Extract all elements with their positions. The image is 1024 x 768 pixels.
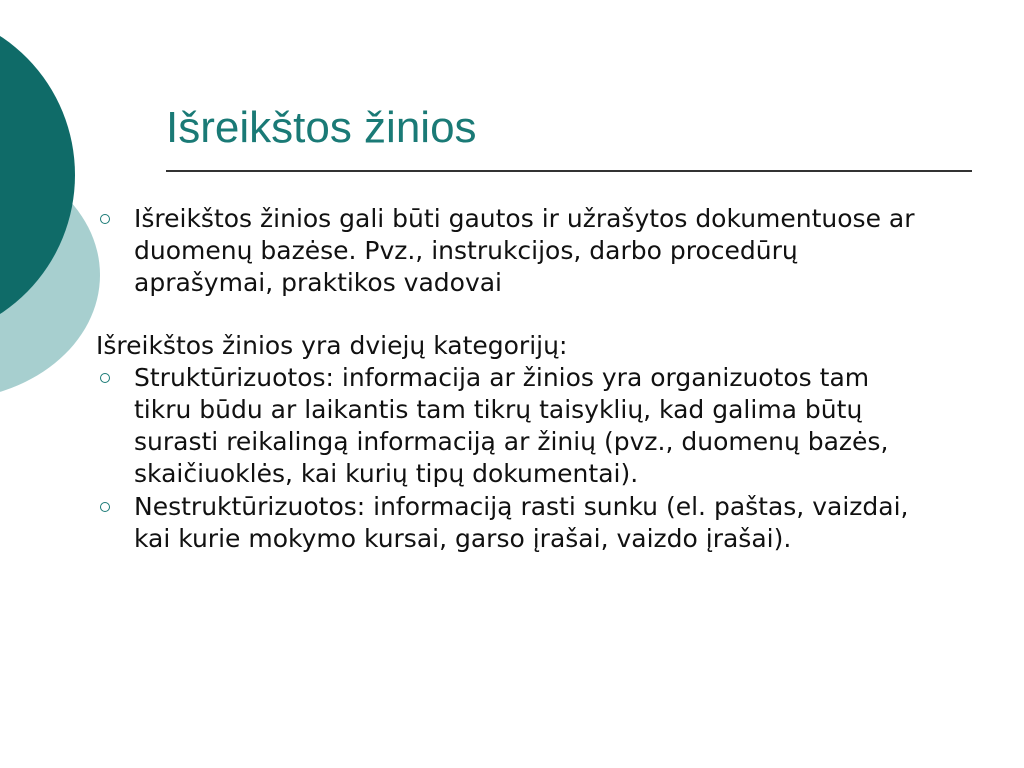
title-divider: [166, 170, 972, 172]
bullet-circle-icon: [100, 373, 110, 383]
bullet-item: [96, 203, 926, 299]
bullet-item: [96, 362, 926, 490]
bullet-text: Išreikštos žinios gali būti gautos ir užrašytos dokumentuose ar duomenų bazėse. Pvz., instrukcijos, darbo procedūrų aprašymai, praktikos vadovai: [134, 204, 915, 297]
bullet-circle-icon: [100, 502, 110, 512]
bullet-text: Struktūrizuotos: informacija ar žinios yra organizuotos tam tikru būdu ar laikantis tam tikrų taisyklių, kad galima būtų surasti reikalingą informaciją ar žinių (pvz., duomenų bazės, skaičiuoklės, kai kurių tipų dokumentai).: [134, 363, 889, 488]
category-intro: [96, 330, 926, 362]
slide-title: Išreikštos žinios: [166, 103, 477, 152]
bullet-text: Nestruktūrizuotos: informaciją rasti sunku (el. paštas, vaizdai, kai kurie mokymo kursai, garso įrašai, vaizdo įrašai).: [134, 492, 909, 553]
slide-content: [96, 203, 926, 555]
bullet-circle-icon: [100, 214, 110, 224]
category-intro-text: Išreikštos žinios yra dviejų kategorijų:: [96, 331, 568, 360]
bullet-item: [96, 491, 926, 555]
